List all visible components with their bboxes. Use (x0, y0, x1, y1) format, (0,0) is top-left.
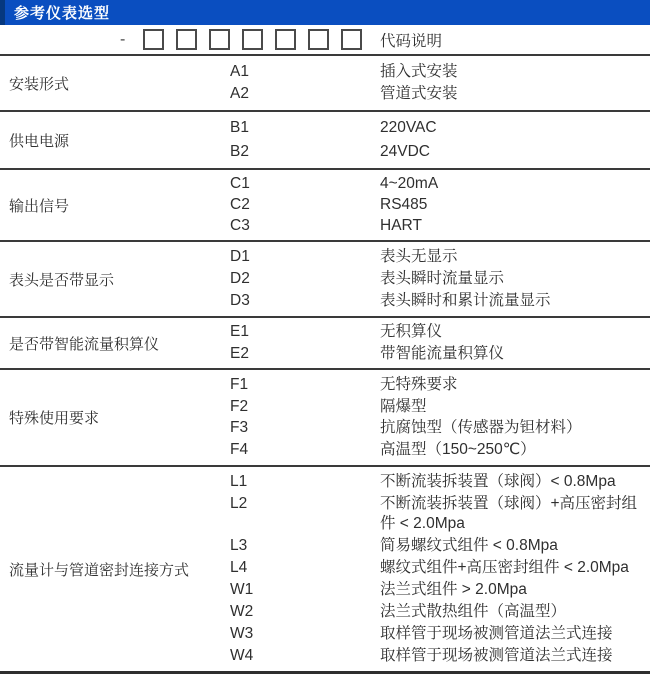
option-row (230, 322, 650, 342)
option-code: L1 (230, 473, 248, 490)
option-row (230, 269, 650, 289)
group-label: 是否带智能流量积算仪 (9, 335, 160, 353)
option-description: 取样管于现场被测管道法兰式连接 (380, 625, 613, 642)
selection-group (0, 242, 650, 318)
option-code: W2 (230, 603, 254, 620)
option-code: W4 (230, 647, 254, 664)
selection-group (0, 318, 650, 370)
option-row (230, 195, 650, 215)
option-row (230, 84, 650, 104)
option-row (230, 472, 650, 492)
option-description: 高温型（150~250℃） (380, 441, 536, 459)
option-description: 不断流装拆装置（球阀）+高压密封组件 < 2.0Mpa (380, 495, 638, 532)
option-description: 法兰式散热组件（高温型） (380, 603, 567, 620)
selection-group (0, 370, 650, 467)
option-code: F4 (230, 441, 249, 459)
group-label: 流量计与管道密封连接方式 (9, 561, 190, 579)
group-label: 表头是否带显示 (9, 271, 115, 289)
option-code: F1 (230, 375, 249, 393)
option-code: C2 (230, 196, 250, 213)
option-description: 表头瞬时流量显示 (380, 270, 505, 287)
selection-group (0, 170, 650, 242)
group-label: 输出信号 (9, 197, 70, 215)
option-code: B2 (230, 142, 249, 160)
option-code: A1 (230, 62, 249, 80)
option-code: D2 (230, 270, 250, 287)
option-row (230, 247, 650, 267)
group-options (230, 170, 650, 240)
selection-group (0, 56, 650, 112)
option-description: 管道式安装 (380, 85, 458, 103)
option-row (230, 624, 650, 644)
code-box (176, 29, 197, 50)
option-code: L2 (230, 495, 248, 512)
option-row (230, 418, 650, 438)
option-row (230, 118, 650, 138)
option-code: F2 (230, 397, 249, 415)
code-box (275, 29, 296, 50)
option-row (230, 646, 650, 666)
code-box (209, 29, 230, 50)
option-row (230, 558, 650, 578)
page-title: 参考仪表选型 (14, 5, 111, 22)
option-description: 简易螺纹式组件 < 0.8Mpa (380, 537, 558, 554)
option-description: 表头瞬时和累计流量显示 (380, 292, 551, 309)
group-options (230, 318, 650, 368)
code-box (143, 29, 164, 50)
group-label: 特殊使用要求 (9, 410, 100, 427)
option-description: 螺纹式组件+高压密封组件 < 2.0Mpa (380, 559, 629, 576)
option-description: 插入式安装 (380, 62, 458, 80)
option-description: 4~20mA (380, 175, 439, 192)
code-description-heading: 代码说明 (380, 32, 443, 50)
section-header-bar (0, 0, 650, 25)
option-description: 不断流装拆装置（球阀）< 0.8Mpa (380, 473, 616, 490)
option-row (230, 397, 650, 417)
option-description: 抗腐蚀型（传感器为钽材料） (380, 419, 582, 437)
option-description: 无特殊要求 (380, 375, 458, 393)
option-description: 法兰式组件 > 2.0Mpa (380, 581, 527, 598)
option-row (230, 440, 650, 460)
option-row (230, 142, 650, 162)
option-code: E2 (230, 344, 249, 362)
option-row (230, 494, 650, 534)
option-row (230, 602, 650, 622)
option-code: L4 (230, 559, 248, 576)
option-code: B1 (230, 119, 249, 137)
option-code: E1 (230, 323, 249, 341)
model-code-row (0, 25, 650, 56)
option-code: W1 (230, 581, 254, 598)
option-row (230, 216, 650, 236)
option-row (230, 580, 650, 600)
option-code: C3 (230, 217, 250, 234)
code-dash: - (120, 30, 126, 48)
selection-group (0, 112, 650, 170)
code-box (242, 29, 263, 50)
option-code: C1 (230, 175, 250, 192)
group-label: 安装形式 (9, 75, 70, 93)
group-options (230, 112, 650, 168)
option-code: W3 (230, 625, 254, 642)
option-code: A2 (230, 85, 249, 103)
option-description: RS485 (380, 196, 428, 213)
group-label: 供电电源 (9, 132, 70, 150)
selection-groups (0, 56, 650, 674)
selection-group (0, 467, 650, 674)
option-row (230, 174, 650, 194)
group-options (230, 56, 650, 110)
option-description: 无积算仪 (380, 323, 443, 341)
option-description: 隔爆型 (380, 397, 427, 415)
option-description: HART (380, 217, 422, 234)
option-row (230, 291, 650, 311)
option-code: F3 (230, 419, 249, 437)
option-code: L3 (230, 537, 248, 554)
option-row (230, 375, 650, 395)
code-box (341, 29, 362, 50)
option-code: D3 (230, 292, 250, 309)
option-code: D1 (230, 248, 250, 265)
option-description: 带智能流量积算仪 (380, 344, 505, 362)
group-options (230, 370, 650, 465)
group-options (230, 467, 650, 671)
code-box (308, 29, 329, 50)
option-description: 取样管于现场被测管道法兰式连接 (380, 647, 613, 664)
group-options (230, 242, 650, 316)
option-row (230, 62, 650, 82)
option-description: 220VAC (380, 119, 437, 137)
option-row (230, 536, 650, 556)
option-row (230, 344, 650, 364)
code-boxes (143, 25, 362, 54)
option-description: 表头无显示 (380, 248, 458, 265)
option-description: 24VDC (380, 142, 430, 160)
